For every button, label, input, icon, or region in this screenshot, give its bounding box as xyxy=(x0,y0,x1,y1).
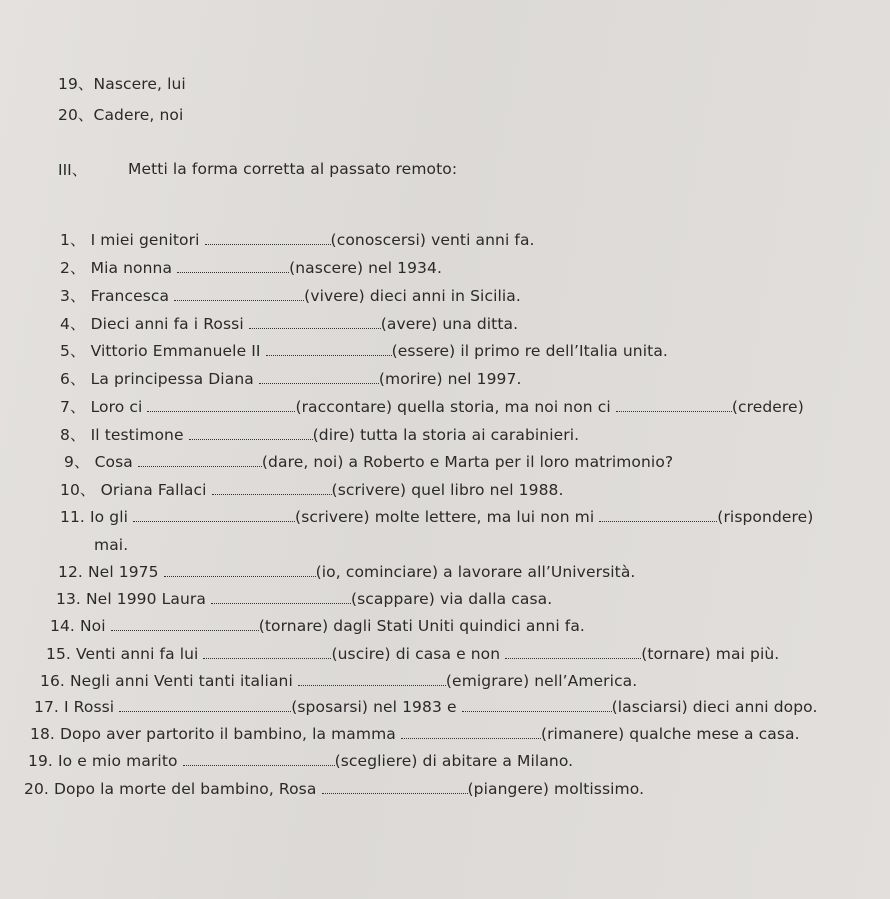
exercise-number: 8、 xyxy=(60,426,86,444)
answer-blank[interactable] xyxy=(401,726,541,739)
exercise-15: 15. Venti anni fa lui (uscire) di casa e non (tornare) mai più. xyxy=(46,645,780,663)
top-item-20 xyxy=(58,106,183,124)
exercise-number: 14. xyxy=(50,617,75,635)
exercise-number: 3、 xyxy=(60,287,86,305)
section-number: III、 xyxy=(58,161,88,179)
answer-blank[interactable] xyxy=(189,427,313,440)
exercise-11: 11. Io gli (scrivere) molte lettere, ma lui non mi (rispondere) xyxy=(60,508,814,526)
exercise-3: 3、 Francesca (vivere) dieci anni in Sicilia. xyxy=(60,287,521,305)
exercise-number: 12. xyxy=(58,563,83,581)
exercise-1: 1、 I miei genitori (conoscersi) venti anni fa. xyxy=(60,231,535,249)
exercise-number: 17. xyxy=(34,698,59,716)
answer-blank[interactable] xyxy=(462,699,612,712)
exercise-number: 15. xyxy=(46,645,71,663)
answer-blank[interactable] xyxy=(205,232,331,245)
exercise-number: 18. xyxy=(30,725,55,743)
exercise-number: 20. xyxy=(24,780,49,798)
section-title: Metti la forma corretta al passato remoto: xyxy=(128,160,458,178)
answer-blank[interactable] xyxy=(138,454,262,467)
answer-blank[interactable] xyxy=(164,564,316,577)
exercise-7: 7、 Loro ci (raccontare) quella storia, ma noi non ci (credere) xyxy=(60,398,804,416)
exercise-number: 2、 xyxy=(60,259,86,277)
exercise-number: 4、 xyxy=(60,315,86,333)
exercise-4: 4、 Dieci anni fa i Rossi (avere) una ditta. xyxy=(60,315,519,333)
exercise-number: 9、 xyxy=(64,453,90,471)
exercise-number: 6、 xyxy=(60,370,86,388)
exercise-17: 17. I Rossi (sposarsi) nel 1983 e (lasciarsi) dieci anni dopo. xyxy=(34,698,818,716)
exercise-14: 14. Noi (tornare) dagli Stati Uniti quindici anni fa. xyxy=(50,617,585,635)
exercise-5: 5、 Vittorio Emmanuele II (essere) il primo re dell’Italia unita. xyxy=(60,342,668,360)
exercise-16: 16. Negli anni Venti tanti italiani (emigrare) nell’America. xyxy=(40,672,638,690)
answer-blank[interactable] xyxy=(111,618,259,631)
exercise-13: 13. Nel 1990 Laura (scappare) via dalla casa. xyxy=(56,590,553,608)
exercise-number: 10、 xyxy=(60,481,96,499)
answer-blank[interactable] xyxy=(599,509,717,522)
exercise-number: 7、 xyxy=(60,398,86,416)
exercise-number: 11. xyxy=(60,508,85,526)
answer-blank[interactable] xyxy=(249,316,381,329)
exercise-12: 12. Nel 1975 (io, cominciare) a lavorare all’Università. xyxy=(58,563,636,581)
answer-blank[interactable] xyxy=(259,371,379,384)
exercise-20: 20. Dopo la morte del bambino, Rosa (piangere) moltissimo. xyxy=(24,780,645,798)
answer-blank[interactable] xyxy=(266,343,392,356)
answer-blank[interactable] xyxy=(177,260,289,273)
answer-blank[interactable] xyxy=(298,673,446,686)
exercise-8: 8、 Il testimone (dire) tutta la storia ai carabinieri. xyxy=(60,426,580,444)
exercise-number: 13. xyxy=(56,590,81,608)
exercise-number: 19. xyxy=(28,752,53,770)
exercise-18: 18. Dopo aver partorito il bambino, la mamma (rimanere) qualche mese a casa. xyxy=(30,725,800,743)
answer-blank[interactable] xyxy=(183,753,335,766)
exercise-2: 2、 Mia nonna (nascere) nel 1934. xyxy=(60,259,443,277)
exercise-9: 9、 Cosa (dare, noi) a Roberto e Marta per il loro matrimonio? xyxy=(64,453,674,471)
top-item-text: 19、Nascere, lui xyxy=(58,75,186,93)
answer-blank[interactable] xyxy=(203,646,331,659)
answer-blank[interactable] xyxy=(616,399,732,412)
answer-blank[interactable] xyxy=(505,646,641,659)
exercise-19: 19. Io e mio marito (scegliere) di abitare a Milano. xyxy=(28,752,574,770)
exercise-10: 10、 Oriana Fallaci (scrivere) quel libro nel 1988. xyxy=(60,481,564,499)
exercise-number: 1、 xyxy=(60,231,86,249)
exercise-number: 5、 xyxy=(60,342,86,360)
top-item-19 xyxy=(58,75,186,93)
answer-blank[interactable] xyxy=(119,699,291,712)
exercise-number: 16. xyxy=(40,672,65,690)
answer-blank[interactable] xyxy=(322,781,468,794)
answer-blank[interactable] xyxy=(212,482,332,495)
answer-blank[interactable] xyxy=(147,399,295,412)
answer-blank[interactable] xyxy=(133,509,295,522)
exercise-6: 6、 La principessa Diana (morire) nel 1997. xyxy=(60,370,522,388)
exercise-11-continuation: mai. xyxy=(94,536,129,554)
top-item-text: 20、Cadere, noi xyxy=(58,106,184,124)
answer-blank[interactable] xyxy=(174,288,304,301)
answer-blank[interactable] xyxy=(211,591,351,604)
